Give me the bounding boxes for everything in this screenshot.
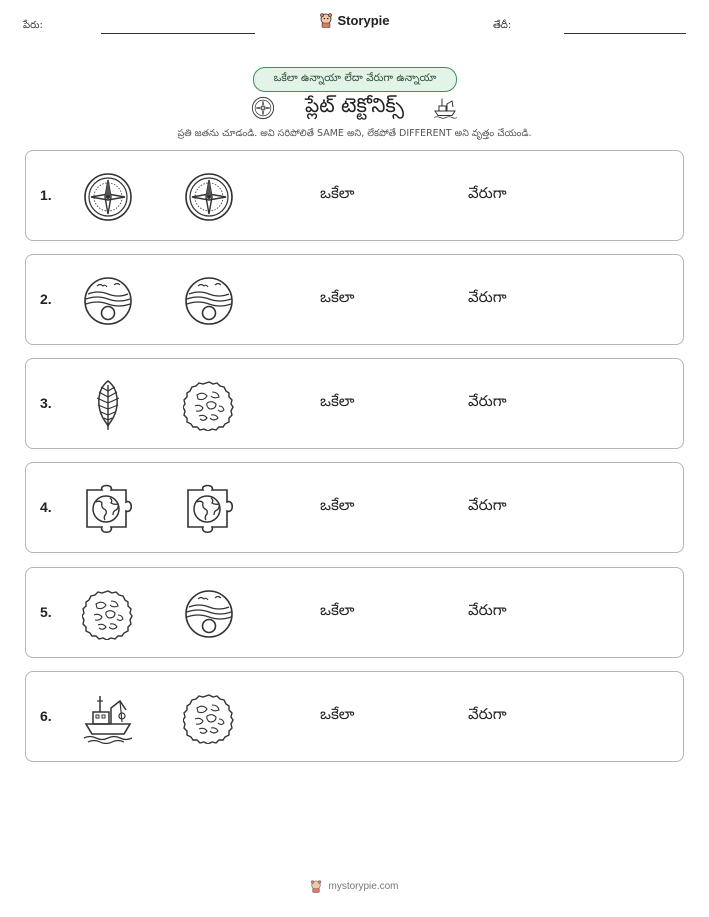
footer-url[interactable]: mystorypie.com — [328, 881, 399, 892]
date-label: తేదీ: — [493, 20, 512, 31]
subtitle-pill — [253, 67, 457, 92]
compass-icon — [183, 171, 235, 223]
match-row-card — [25, 462, 684, 553]
row-number: 3. — [40, 395, 52, 411]
different-option[interactable]: వేరుగా — [468, 601, 507, 619]
earth-layers-icon — [82, 275, 134, 327]
right-picture — [183, 588, 235, 640]
leaf-fossil-icon — [82, 379, 134, 431]
right-picture — [183, 483, 235, 535]
match-row-card — [25, 150, 684, 241]
title-row — [0, 92, 709, 122]
footer — [0, 880, 709, 893]
row-number: 5. — [40, 604, 52, 620]
date-line[interactable] — [564, 33, 686, 34]
left-picture — [82, 379, 134, 431]
match-row-card — [25, 567, 684, 658]
same-option[interactable]: ఒకేలా — [320, 496, 355, 514]
storypie-mascot-icon — [319, 13, 333, 28]
different-option[interactable]: వేరుగా — [468, 288, 507, 306]
row-number: 4. — [40, 499, 52, 515]
drilling-ship-icon — [82, 692, 134, 744]
right-picture — [183, 275, 235, 327]
brand-name: Storypie — [337, 13, 390, 28]
left-picture — [82, 588, 134, 640]
right-picture — [183, 379, 235, 431]
right-picture — [183, 171, 235, 223]
subtitle-text: ఒకేలా ఉన్నాయా లేదా వేరుగా ఉన్నాయా — [273, 72, 437, 84]
rock-texture-icon — [82, 588, 134, 640]
different-option[interactable]: వేరుగా — [468, 496, 507, 514]
match-row-card — [25, 671, 684, 762]
same-option[interactable]: ఒకేలా — [320, 288, 355, 306]
match-row-card — [25, 254, 684, 345]
row-number: 1. — [40, 187, 52, 203]
earth-layers-icon — [183, 588, 235, 640]
same-option[interactable]: ఒకేలా — [320, 705, 355, 723]
page-title: ప్లేట్ టెక్టోనిక్స్ — [305, 93, 404, 117]
brand-logo — [0, 13, 709, 28]
name-line[interactable] — [101, 33, 255, 34]
rock-texture-icon — [183, 379, 235, 431]
right-picture — [183, 692, 235, 744]
row-number: 2. — [40, 291, 52, 307]
different-option[interactable]: వేరుగా — [468, 705, 507, 723]
storypie-mascot-icon — [310, 880, 322, 893]
left-picture — [82, 692, 134, 744]
name-label: పేరు: — [23, 20, 43, 31]
instruction-text: ప్రతి జతను చూడండి. అవి సరిపోలితే SAME అని, లేకపోతే DIFFERENT అని వృత్తం చేయండి. — [177, 128, 532, 139]
same-option[interactable]: ఒకేలా — [320, 392, 355, 410]
different-option[interactable]: వేరుగా — [468, 184, 507, 202]
globe-puzzle-icon — [82, 483, 134, 535]
globe-puzzle-icon — [183, 483, 235, 535]
same-option[interactable]: ఒకేలా — [320, 601, 355, 619]
different-option[interactable]: వేరుగా — [468, 392, 507, 410]
left-picture — [82, 275, 134, 327]
left-picture — [82, 483, 134, 535]
drilling-ship-icon — [431, 94, 459, 120]
compass-icon — [82, 171, 134, 223]
same-option[interactable]: ఒకేలా — [320, 184, 355, 202]
row-number: 6. — [40, 708, 52, 724]
earth-layers-icon — [183, 275, 235, 327]
match-row-card — [25, 358, 684, 449]
rock-texture-icon — [183, 692, 235, 744]
left-picture — [82, 171, 134, 223]
